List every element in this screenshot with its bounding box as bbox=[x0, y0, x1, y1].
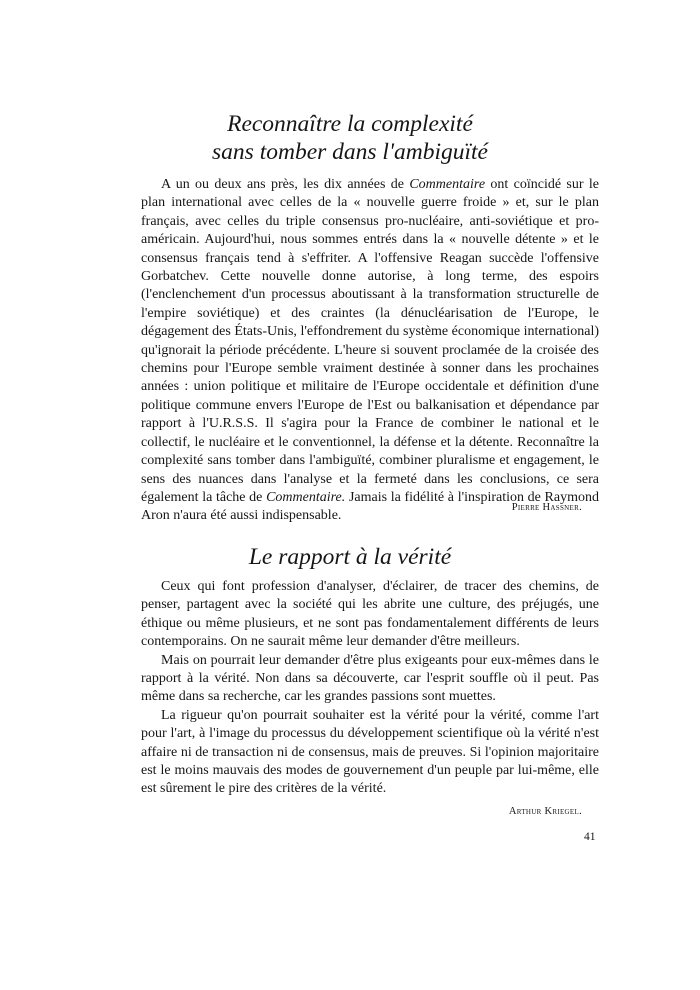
section1-title-line1: Reconnaître la complexité bbox=[227, 111, 473, 137]
section2-body bbox=[141, 578, 599, 799]
section1-paragraph bbox=[141, 176, 599, 526]
journal-name: Commentaire bbox=[409, 177, 486, 192]
section2-paragraph-1: Ceux qui font profession d'analyser, d'éclairer, de tracer des chemins, de penser, partagent avec la société qui les abrite une culture, des préjugés, une éthique ou même plusieurs, et ne sont pas fondamentalement différents de leurs contemporains. On ne saurait même leur demander d'être meilleurs. bbox=[141, 579, 599, 650]
section1-body bbox=[141, 176, 599, 526]
section2-title: Le rapport à la vérité bbox=[248, 544, 452, 570]
section1-title-line2: sans tomber dans l'ambiguïté bbox=[212, 139, 488, 165]
paragraph-text-end: Jamais la fidélité à l'inspiration de Raymond Aron n'aura été aussi indispensable. bbox=[141, 489, 599, 524]
section2-author: Arthur Kriegel. bbox=[508, 806, 582, 817]
paragraph-text-start: A un ou deux ans près, les dix années de bbox=[161, 177, 410, 192]
page-number: 41 bbox=[584, 831, 596, 843]
section2-paragraph-3: La rigueur qu'on pourrait souhaiter est la vérité pour la vérité, comme l'art pour l'art, à l'image du processus du développement scientifique où la vérité n'est affaire ni de transaction ni de consensus, mais de preuves. Si l'opinion majoritaire est le moins mauvais des modes de gouvernement d'un peuple par lui-même, elle est sûrement le pire des critères de la vérité. bbox=[141, 707, 599, 797]
section2-paragraph-2: Mais on pourrait leur demander d'être plus exigeants pour eux-mêmes dans le rapport à la vérité. Non dans sa découverte, car l'esprit souffle où il peut. Pas même dans sa recherche, car les grandes passions sont muettes. bbox=[141, 652, 599, 705]
journal-name: Commentaire. bbox=[266, 489, 346, 505]
paragraph-text-mid: ont coïncidé sur le plan international avec celles de la « nouvelle guerre froide » et, sur le plan français, avec celles du triple consensus pro-nucléaire, anti-soviétique et pro-américain. Aujourd'hui, nous sommes entrés dans la « nouvelle détente » et le consensus français tend à s'effriter. A l'offensive Reagan succède l'offensive Gorbatchev. Cette nouvelle donne autorise, à long terme, des espoirs (l'enclenchement d'un processus aboutissant à la transformation structurelle de l'empire soviétique) et des craintes (la dénucléarisation de l'Europe, le dégagement des États-Unis, l'effondrement du système économique international) qu'ignorait la période précédente. L'heure si souvent proclamée de la croisée des chemins pour l'Europe semble vraiment destinée à sonner dans les prochaines années : union politique et militaire de l'Europe occidentale et définition d'une politique commune envers l'Europe de l'Est ou balkanisation et dépendance par rapport à l'U.R.S.S. Il s'agira pour la France de combiner le national et le collectif, le nucléaire et le conventionnel, la défense et la détente. Reconnaître la complexité sans tomber dans l'ambiguïté, combiner pluralisme et engagement, le sens des nuances dans l'analyse et la fermeté dans les conclusions, ce sera également la tâche de bbox=[141, 177, 599, 505]
section1-author: Pierre Hassner. bbox=[511, 502, 582, 513]
